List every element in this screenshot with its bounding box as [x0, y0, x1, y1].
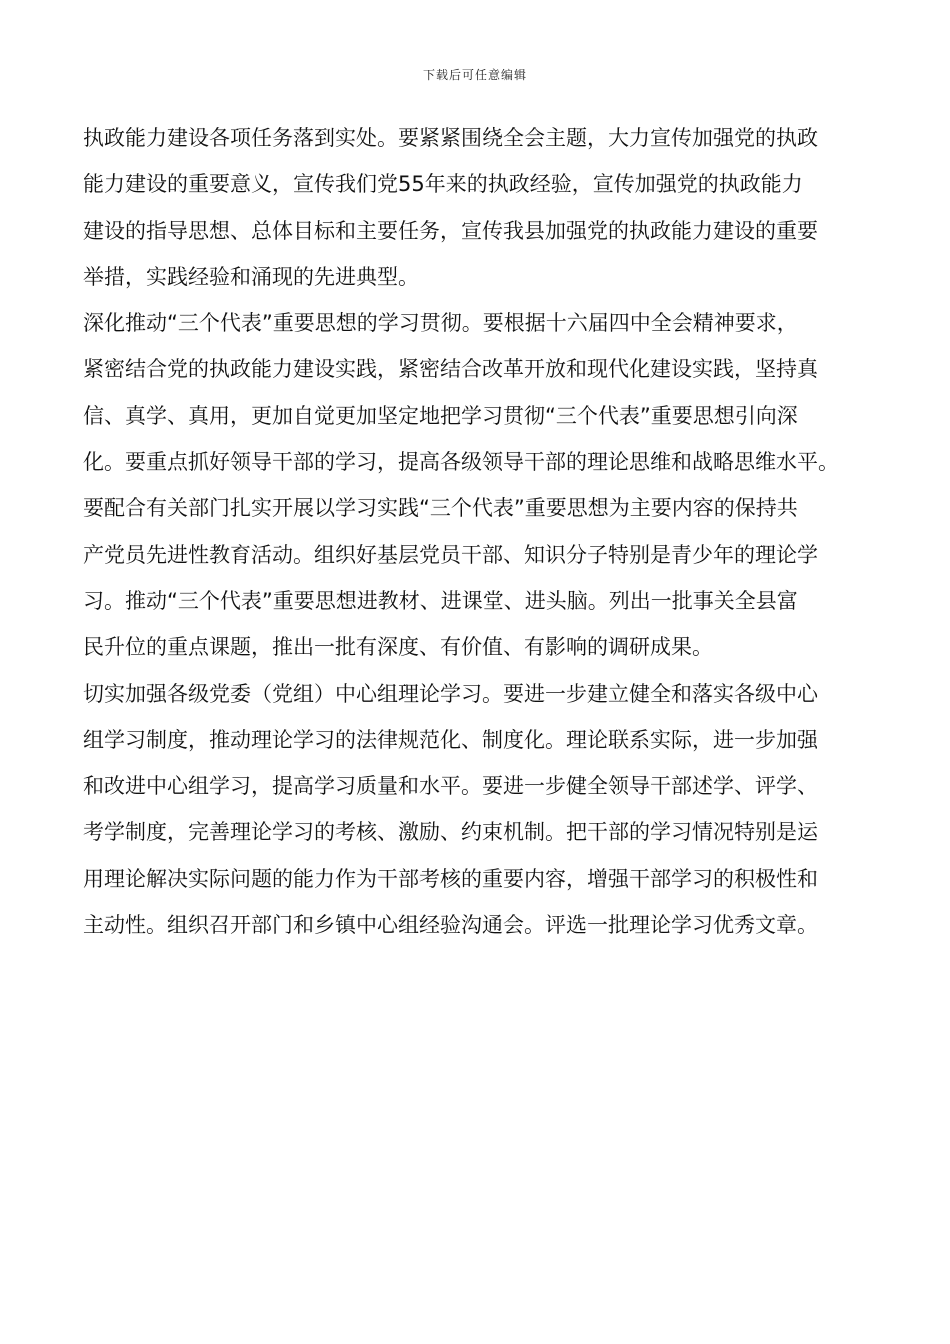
text-line: 民升位的重点课题，推出一批有深度、有价值、有影响的调研成果。 — [83, 635, 713, 660]
text-line: 建设的指导思想、总体目标和主要任务，宣传我县加强党的执政能力建设的重要 — [83, 218, 818, 243]
text-line: 深化推动“三个代表”重要思想的学习贯彻。要根据十六届四中全会精神要求， — [83, 311, 798, 336]
text-line: 和改进中心组学习，提高学习质量和水平。要进一步健全领导干部述学、评学、 — [83, 774, 818, 799]
text-line: 信、真学、真用，更加自觉更加坚定地把学习贯彻“三个代表”重要思想引向深 — [83, 403, 798, 428]
text-line: 紧密结合党的执政能力建设实践，紧密结合改革开放和现代化建设实践，坚持真 — [83, 357, 818, 382]
text-line: 要配合有关部门扎实开展以学习实践“三个代表”重要思想为主要内容的保持共 — [83, 496, 798, 521]
page-header: 下载后可任意编辑 — [422, 68, 527, 82]
text-line: 考学制度，完善理论学习的考核、激励、约束机制。把干部的学习情况特别是运 — [83, 820, 818, 845]
text-line: 产党员先进性教育活动。组织好基层党员干部、知识分子特别是青少年的理论学 — [83, 542, 818, 567]
text-line: 能力建设的重要意义，宣传我们党55年来的执政经验，宣传加强党的执政能力 — [83, 172, 803, 197]
text-line: 举措，实践经验和涌现的先进典型。 — [83, 264, 419, 289]
text-line: 用理论解决实际问题的能力作为干部考核的重要内容，增强干部学习的积极性和 — [83, 866, 818, 891]
text-line: 组学习制度，推动理论学习的法律规范化、制度化。理论联系实际，进一步加强 — [83, 727, 818, 752]
text-line: 切实加强各级党委（党组）中心组理论学习。要进一步建立健全和落实各级中心 — [83, 681, 818, 706]
text-line: 主动性。组织召开部门和乡镇中心组经验沟通会。评选一批理论学习优秀文章。 — [83, 913, 818, 938]
text-line: 执政能力建设各项任务落到实处。要紧紧围绕全会主题，大力宣传加强党的执政 — [83, 126, 818, 150]
document-body — [83, 117, 883, 950]
text-line: 习。推动“三个代表”重要思想进教材、进课堂、进头脑。列出一批事关全县富 — [83, 588, 798, 613]
text-line: 化。要重点抓好领导干部的学习，提高各级领导干部的理论思维和战略思维水平。 — [83, 450, 839, 475]
